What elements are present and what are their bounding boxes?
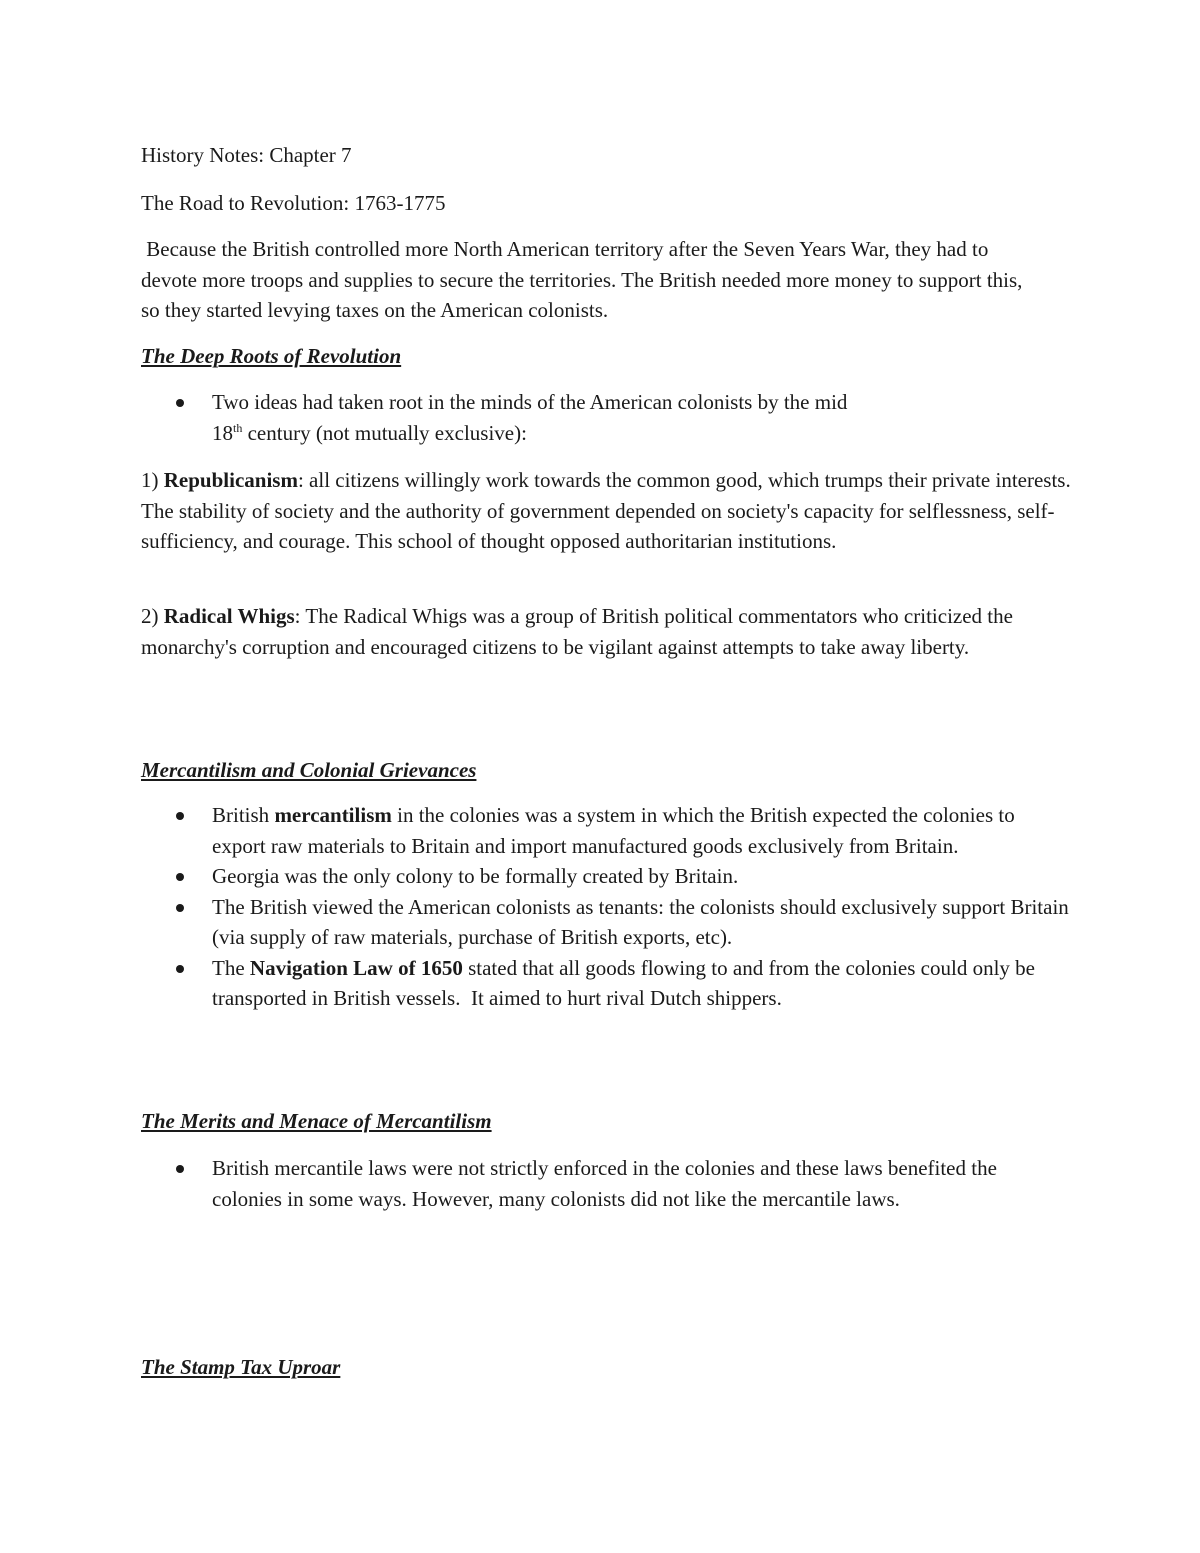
intro-paragraph: Because the British controlled more North American territory after the Seven Years War, they had to devote more troops and supplies to secure the territories. The British needed more money to support this, so they started levying taxes on the American colonists. [141,237,1028,322]
list-item: Georgia was the only colony to be formally created by Britain. [141,861,1071,892]
bullet-icon [176,873,184,881]
list-item: Two ideas had taken root in the minds of the American colonists by the mid 18th century (not mutually exclusive): [141,387,1071,448]
term-mercantilism: mercantilism [274,803,392,827]
term-navigation-law: Navigation Law of 1650 [249,955,463,980]
bullet-icon [176,1165,184,1173]
bullet-icon [176,904,184,912]
bullet-icon [176,399,184,407]
document-title: History Notes: Chapter 7 [141,143,352,167]
list-item: The British viewed the American colonists as tenants: the colonists should exclusively support Britain (via supply of raw materials, purchase of British exports, etc). [141,892,1071,953]
deep-roots-bullets [141,387,1071,448]
bullet-icon [176,812,184,820]
heading-stamp-tax: The Stamp Tax Uproar [141,1355,341,1379]
republicanism-paragraph: 1) Republicanism: all citizens willingly work towards the common good, which trumps their private interests. The stability of society and the authority of government depended on society's capacity for selflessness, self-sufficiency, and courage. This school of thought opposed authoritarian institutions. [141,468,1071,553]
term-radical-whigs: Radical Whigs [163,604,295,628]
document-subtitle: The Road to Revolution: 1763-1775 [141,191,446,215]
mercantilism-bullets [141,800,1071,1014]
heading-merits: The Merits and Menace of Mercantilism [141,1109,492,1133]
list-item: The Navigation Law of 1650 stated that all goods flowing to and from the colonies could only be transported in British vessels. It aimed to hurt rival Dutch shippers. [141,953,1071,1014]
heading-mercantilism: Mercantilism and Colonial Grievances [141,758,477,782]
radical-whigs-paragraph: 2) Radical Whigs: The Radical Whigs was a group of British political commentators who criticized the monarchy's corruption and encouraged citizens to be vigilant against attempts to take away liberty. [141,604,1013,659]
bullet-icon [176,965,184,973]
term-republicanism: Republicanism [163,468,298,492]
list-item: British mercantile laws were not strictly enforced in the colonies and these laws benefited the colonies in some ways. However, many colonists did not like the mercantile laws. [141,1153,1071,1214]
list-item: British mercantilism in the colonies was a system in which the British expected the colonies to export raw materials to Britain and import manufactured goods exclusively from Britain. [141,800,1071,861]
merits-bullets [141,1153,1071,1214]
heading-deep-roots: The Deep Roots of Revolution [141,344,402,368]
